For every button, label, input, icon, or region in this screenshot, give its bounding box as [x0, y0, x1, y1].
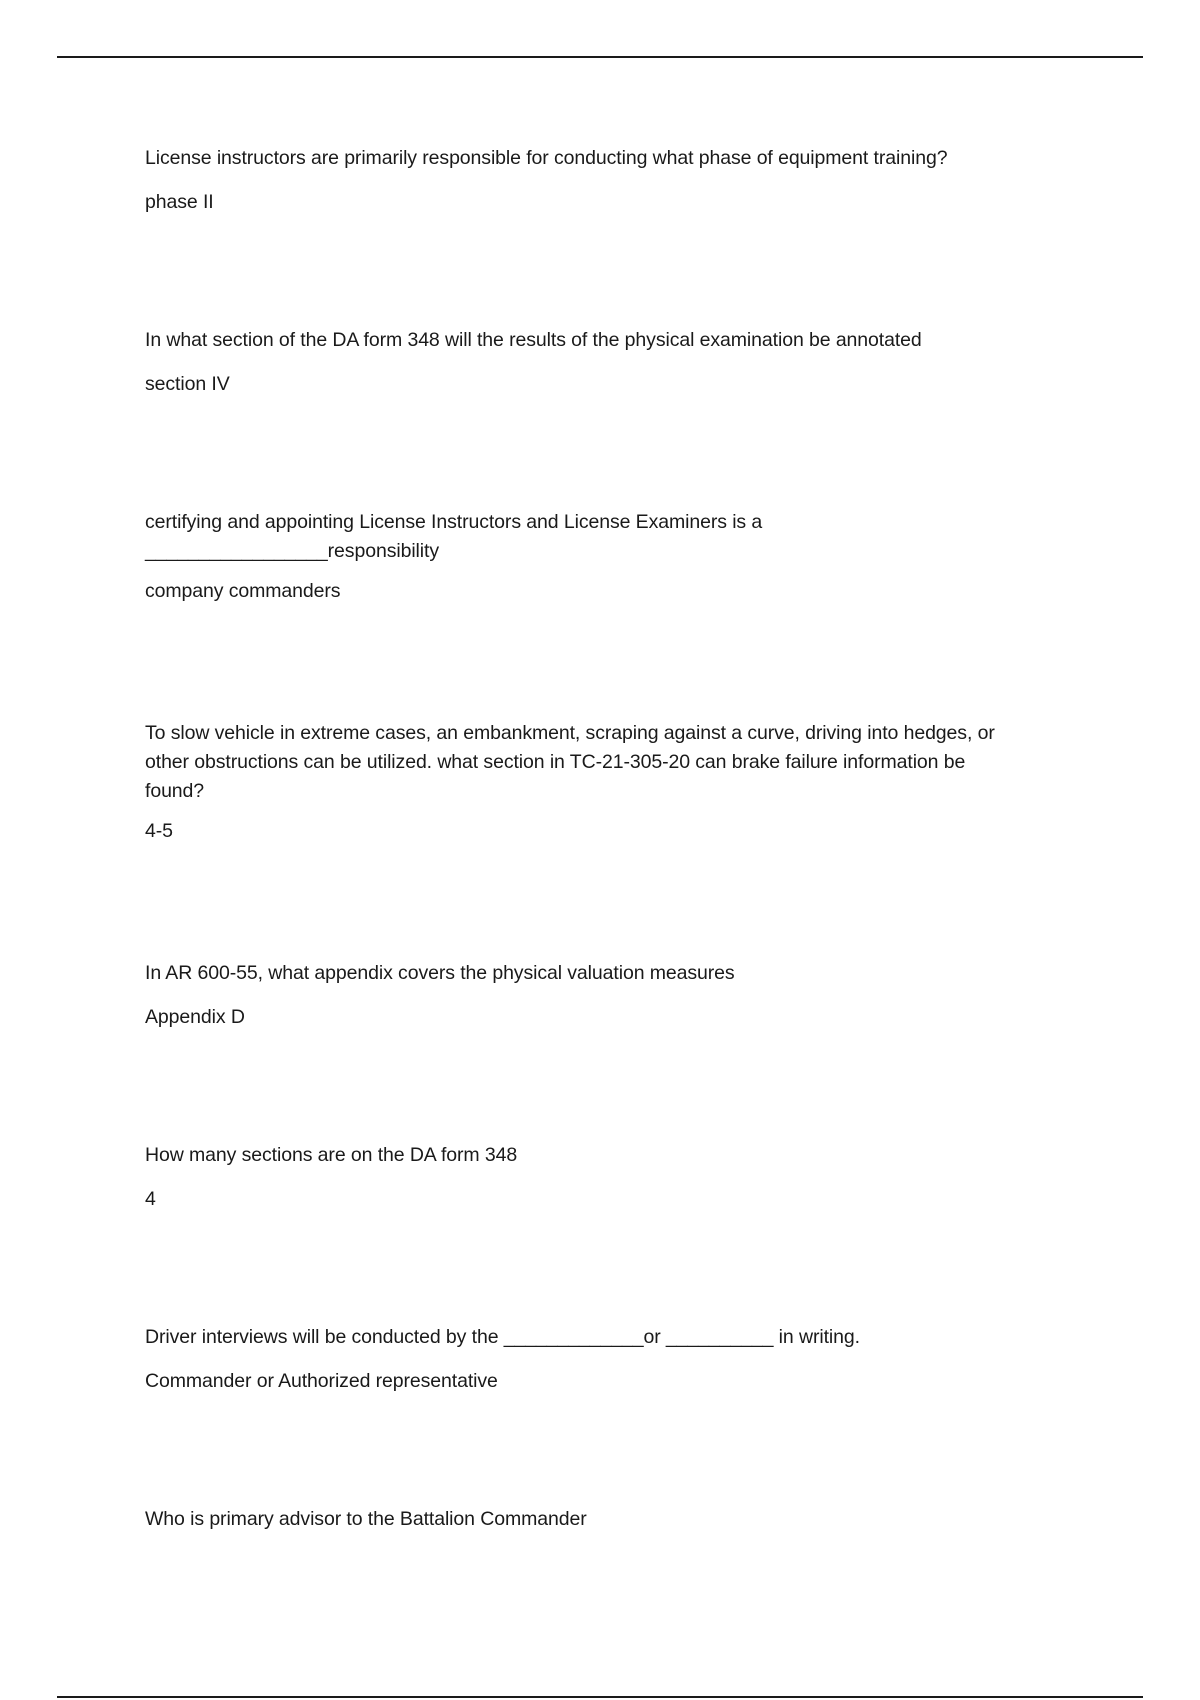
question-text: License instructors are primarily responsible for conducting what phase of equipment training?: [145, 147, 948, 169]
question-line: To slow vehicle in extreme cases, an embankment, scraping against a curve, driving into hedges, or: [145, 722, 995, 744]
question-line: found?: [145, 780, 205, 802]
question-line: other obstructions can be utilized. what section in TC-21-305-20 can brake failure information be: [145, 751, 966, 773]
qa-item-8: [145, 1505, 1045, 1534]
answer-text: Appendix D: [145, 1006, 245, 1028]
question-line: certifying and appointing License Instructors and License Examiners is a: [145, 511, 763, 533]
qa-item-1: [145, 144, 1045, 217]
qa-item-7: [145, 1323, 1045, 1396]
question-text: [145, 508, 1045, 566]
question-text: Who is primary advisor to the Battalion Commander: [145, 1508, 587, 1530]
answer-text: phase II: [145, 191, 214, 213]
qa-item-2: [145, 326, 1045, 399]
question-text: [145, 719, 1045, 806]
question-text: In AR 600-55, what appendix covers the physical valuation measures: [145, 962, 735, 984]
question-text: Driver interviews will be conducted by the _____________or __________ in writing.: [145, 1326, 860, 1348]
question-text: How many sections are on the DA form 348: [145, 1144, 518, 1166]
footer-rule: [57, 1696, 1143, 1698]
question-text: In what section of the DA form 348 will the results of the physical examination be annotated: [145, 329, 922, 351]
answer-text: Commander or Authorized representative: [145, 1370, 498, 1392]
answer-text: 4-5: [145, 820, 173, 842]
qa-item-3: [145, 508, 1045, 606]
answer-text: company commanders: [145, 580, 341, 602]
answer-text: 4: [145, 1188, 156, 1210]
document-page: [145, 0, 1045, 1700]
question-line: _________________responsibility: [145, 540, 439, 562]
answer-text: section IV: [145, 373, 230, 395]
qa-item-4: [145, 719, 1045, 846]
qa-item-6: [145, 1141, 1045, 1214]
qa-item-5: [145, 959, 1045, 1032]
